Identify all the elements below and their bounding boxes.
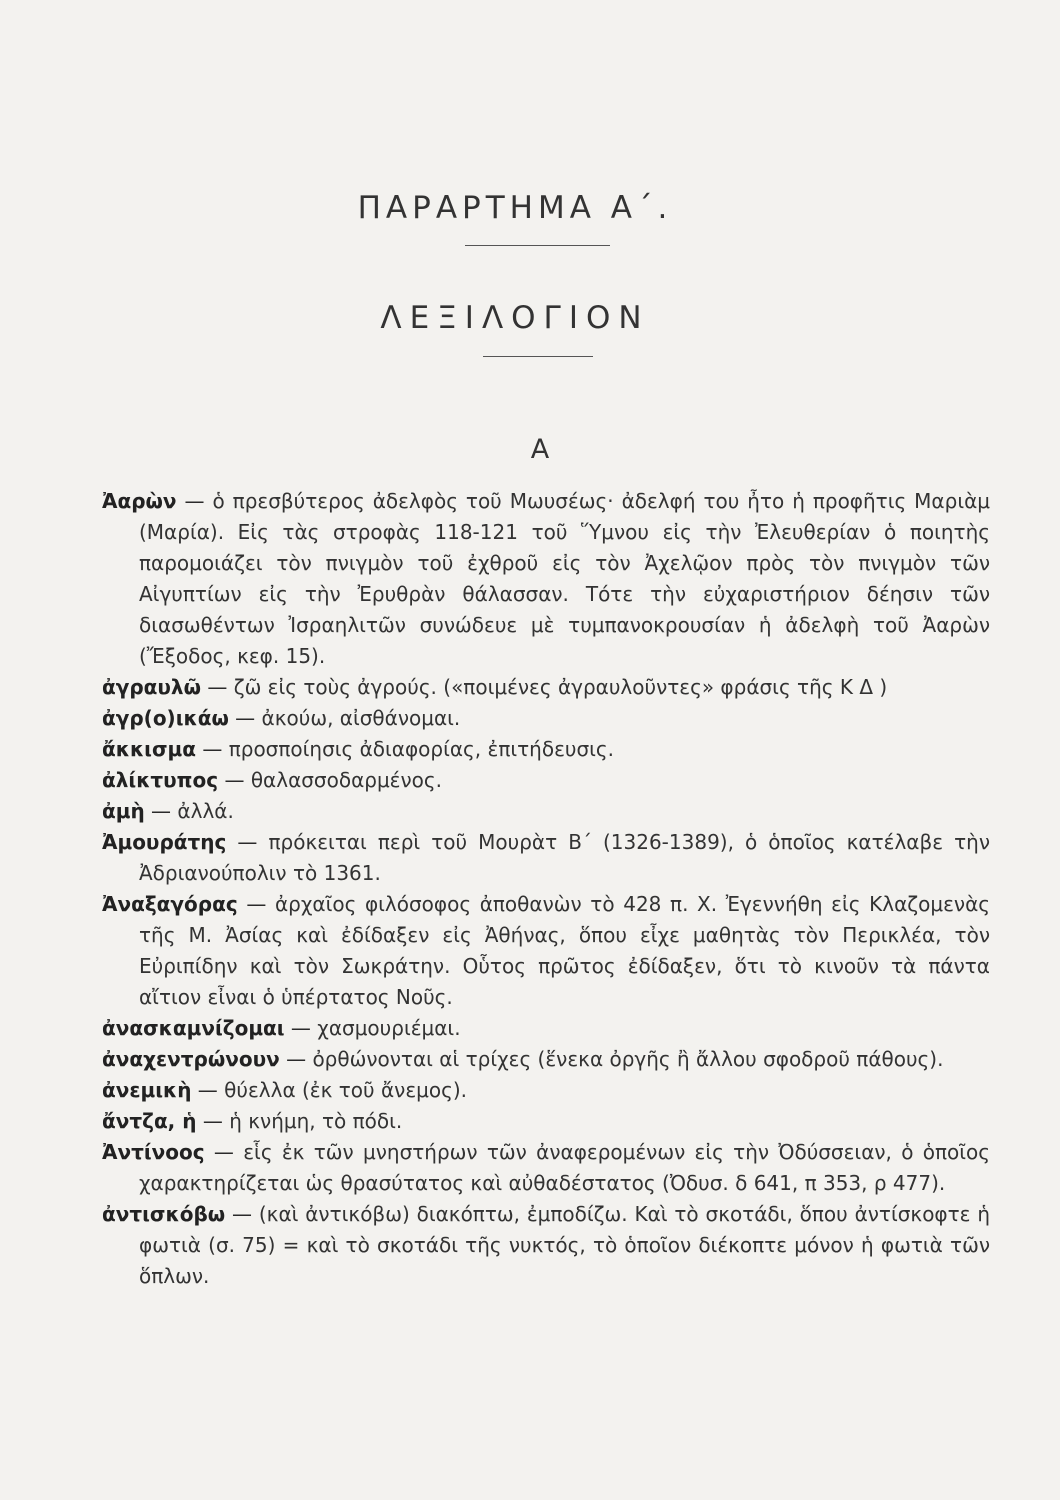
entry-term: ἀναχεντρώνουν	[102, 1047, 280, 1071]
entry-definition: ὁ πρεσβύτερος ἀδελφὸς τοῦ Μωυσέως· ἀδελφή του ἦτο ἡ προφῆτις Μαριὰμ (Μαρία). Εἰς τὰς στροφὰς 118-121 τοῦ Ὕμνου εἰς τὴν Ἐλευθερίαν ὁ ποιητὴς παρομοιάζει τὸν πνιγμὸν τοῦ ἐχθροῦ εἰς τὸν Ἀχελῷον πρὸς τὸν πνιγμὸν τῶν Αἰγυπτίων εἰς τὴν Ἐρυθρὰν θάλασσαν. Τότε τὴν εὐχαριστήριον δέησιν τῶν διασωθέντων Ἰσραηλιτῶν συνώδευε μὲ τυμπανοκρουσίαν ἡ ἀδελφὴ τοῦ Ἀαρὼν (Ἔξοδος, κεφ. 15).	[139, 489, 990, 668]
entry-definition: πρόκειται περὶ τοῦ Μουρὰτ Β΄ (1326-1389), ὁ ὁποῖος κατέλαβε τὴν Ἀδριανούπολιν τὸ 1361.	[139, 830, 990, 885]
entry-term: Ἀντίνοος	[102, 1140, 205, 1164]
lexicon-entry: Ἀμουράτης — πρόκειται περὶ τοῦ Μουρὰτ Β΄ (1326-1389), ὁ ὁποῖος κατέλαβε τὴν Ἀδριανούπολιν τὸ 1361.	[102, 830, 990, 885]
entry-term: ἀμὴ	[102, 799, 145, 823]
lexicon-divider	[483, 356, 593, 357]
entry-term: ἄκκισμα	[102, 737, 196, 761]
entry-definition: εἷς ἐκ τῶν μνηστήρων τῶν ἀναφερομένων εἰς τὴν Ὀδύσσειαν, ὁ ὁποῖος χαρακτηρίζεται ὡς θρασύτατος καὶ αὐθαδέστατος (Ὀδυσ. δ 641, π 353, ρ 477).	[139, 1140, 990, 1195]
entry-definition: ἀρχαῖος φιλόσοφος ἀποθανὼν τὸ 428 π. Χ. Ἐγεννήθη εἰς Κλαζομενὰς τῆς Μ. Ἀσίας καὶ ἐδίδαξεν εἰς Ἀθήνας, ὅπου εἶχε μαθητὰς τὸν Περικλέα, τὸν Εὐριπίδην καὶ τὸν Σωκράτην. Οὗτος πρῶτος ἐδίδαξεν, ὅτι τὸ κινοῦν τὰ πάντα αἴτιον εἶναι ὁ ὑπέρτατος Νοῦς.	[139, 892, 991, 1009]
entry-definition: προσποίησις ἀδιαφορίας, ἐπιτήδευσις.	[228, 737, 615, 761]
entry-term: ἀντισκόβω	[102, 1202, 226, 1226]
entry-term: Ἀμουράτης	[102, 830, 227, 854]
lexicon-title: ΛΕΞΙΛΟΓΙΟΝ	[380, 300, 650, 336]
entry-term: ἀνεμικὴ	[102, 1078, 192, 1102]
lexicon-entry: ἄκκισμα — προσποίησις ἀδιαφορίας, ἐπιτήδευσις.	[102, 737, 615, 761]
entry-term: Ἀαρὼν	[102, 489, 177, 513]
lexicon-entry: ἀγραυλῶ — ζῶ εἰς τοὺς ἀγρούς. («ποιμένες ἀγραυλοῦντες» φράσις τῆς Κ Δ )	[102, 675, 888, 699]
entry-definition: ἀκούω, αἰσθάνομαι.	[261, 706, 461, 730]
appendix-title: ΠΑΡΑΡΤΗΜΑ Α΄.	[357, 190, 673, 226]
entry-term: ἀλίκτυπος	[102, 768, 219, 792]
lexicon-entry: ἀγρ(ο)ικάω — ἀκούω, αἰσθάνομαι.	[102, 706, 461, 730]
lexicon-entry: Ἀαρὼν — ὁ πρεσβύτερος ἀδελφὸς τοῦ Μωυσέως· ἀδελφή του ἦτο ἡ προφῆτις Μαριὰμ (Μαρία). Εἰς τὰς στροφὰς 118-121 τοῦ Ὕμνου εἰς τὴν Ἐλευθερίαν ὁ ποιητὴς παρομοιάζει τὸν πνιγμὸν τοῦ ἐχθροῦ εἰς τὸν Ἀχελῷον πρὸς τὸν πνιγμὸν τῶν Αἰγυπτίων εἰς τὴν Ἐρυθρὰν θάλασσαν. Τότε τὴν εὐχαριστήριον δέησιν τῶν διασωθέντων Ἰσραηλιτῶν συνώδευε μὲ τυμπανοκρουσίαν ἡ ἀδελφὴ τοῦ Ἀαρὼν (Ἔξοδος, κεφ. 15).	[102, 489, 990, 668]
lexicon-entry: ἀναχεντρώνουν — ὀρθώνονται αἱ τρίχες (ἕνεκα ὀργῆς ἢ ἄλλου σφοδροῦ πάθους).	[102, 1047, 944, 1071]
entry-definition: ἀλλά.	[177, 799, 234, 823]
lexicon-entries	[102, 486, 990, 1292]
title-divider	[465, 245, 610, 246]
entry-term: ἀνασκαμνίζομαι	[102, 1016, 285, 1040]
letter-heading: Α	[530, 434, 550, 465]
lexicon-entry: Ἀντίνοος — εἷς ἐκ τῶν μνηστήρων τῶν ἀναφερομένων εἰς τὴν Ὀδύσσειαν, ὁ ὁποῖος χαρακτηρίζεται ὡς θρασύτατος καὶ αὐθαδέστατος (Ὀδυσ. δ 641, π 353, ρ 477).	[102, 1140, 990, 1195]
lexicon-entry: ἀνεμικὴ — θύελλα (ἐκ τοῦ ἄνεμος).	[102, 1078, 467, 1102]
entry-term: ἄντζα, ἡ	[102, 1109, 197, 1133]
entry-definition: χασμουριέμαι.	[317, 1016, 461, 1040]
entry-definition: θαλασσοδαρμένος.	[250, 768, 442, 792]
entry-term: ἀγραυλῶ	[102, 675, 201, 699]
entry-definition: ἡ κνήμη, τὸ πόδι.	[229, 1109, 403, 1133]
entry-definition: ζῶ εἰς τοὺς ἀγρούς. («ποιμένες ἀγραυλοῦντες» φράσις τῆς Κ Δ )	[233, 675, 888, 699]
lexicon-entry: ἄντζα, ἡ — ἡ κνήμη, τὸ πόδι.	[102, 1109, 403, 1133]
entry-definition: (καὶ ἀντικόβω) διακόπτω, ἐμποδίζω. Καὶ τὸ σκοτάδι, ὅπου ἀντίσκοφτε ἡ φωτιὰ (σ. 75) = καὶ τὸ σκοτάδι τῆς νυκτός, τὸ ὁποῖον διέκοπτε μόνον ἡ φωτιὰ τῶν ὅπλων.	[139, 1202, 991, 1288]
entry-definition: θύελλα (ἐκ τοῦ ἄνεμος).	[224, 1078, 467, 1102]
entry-term: ἀγρ(ο)ικάω	[102, 706, 229, 730]
entry-term: Ἀναξαγόρας	[102, 892, 238, 916]
entry-definition: ὀρθώνονται αἱ τρίχες (ἕνεκα ὀργῆς ἢ ἄλλου σφοδροῦ πάθους).	[312, 1047, 944, 1071]
lexicon-entry: ἀλίκτυπος — θαλασσοδαρμένος.	[102, 768, 442, 792]
lexicon-entry: ἀμὴ — ἀλλά.	[102, 799, 234, 823]
lexicon-entry: ἀνασκαμνίζομαι — χασμουριέμαι.	[102, 1016, 461, 1040]
lexicon-entry: Ἀναξαγόρας — ἀρχαῖος φιλόσοφος ἀποθανὼν τὸ 428 π. Χ. Ἐγεννήθη εἰς Κλαζομενὰς τῆς Μ. Ἀσίας καὶ ἐδίδαξεν εἰς Ἀθήνας, ὅπου εἶχε μαθητὰς τὸν Περικλέα, τὸν Εὐριπίδην καὶ τὸν Σωκράτην. Οὗτος πρῶτος ἐδίδαξεν, ὅτι τὸ κινοῦν τὰ πάντα αἴτιον εἶναι ὁ ὑπέρτατος Νοῦς.	[102, 892, 991, 1009]
lexicon-entry: ἀντισκόβω — (καὶ ἀντικόβω) διακόπτω, ἐμποδίζω. Καὶ τὸ σκοτάδι, ὅπου ἀντίσκοφτε ἡ φωτιὰ (σ. 75) = καὶ τὸ σκοτάδι τῆς νυκτός, τὸ ὁποῖον διέκοπτε μόνον ἡ φωτιὰ τῶν ὅπλων.	[102, 1202, 991, 1288]
